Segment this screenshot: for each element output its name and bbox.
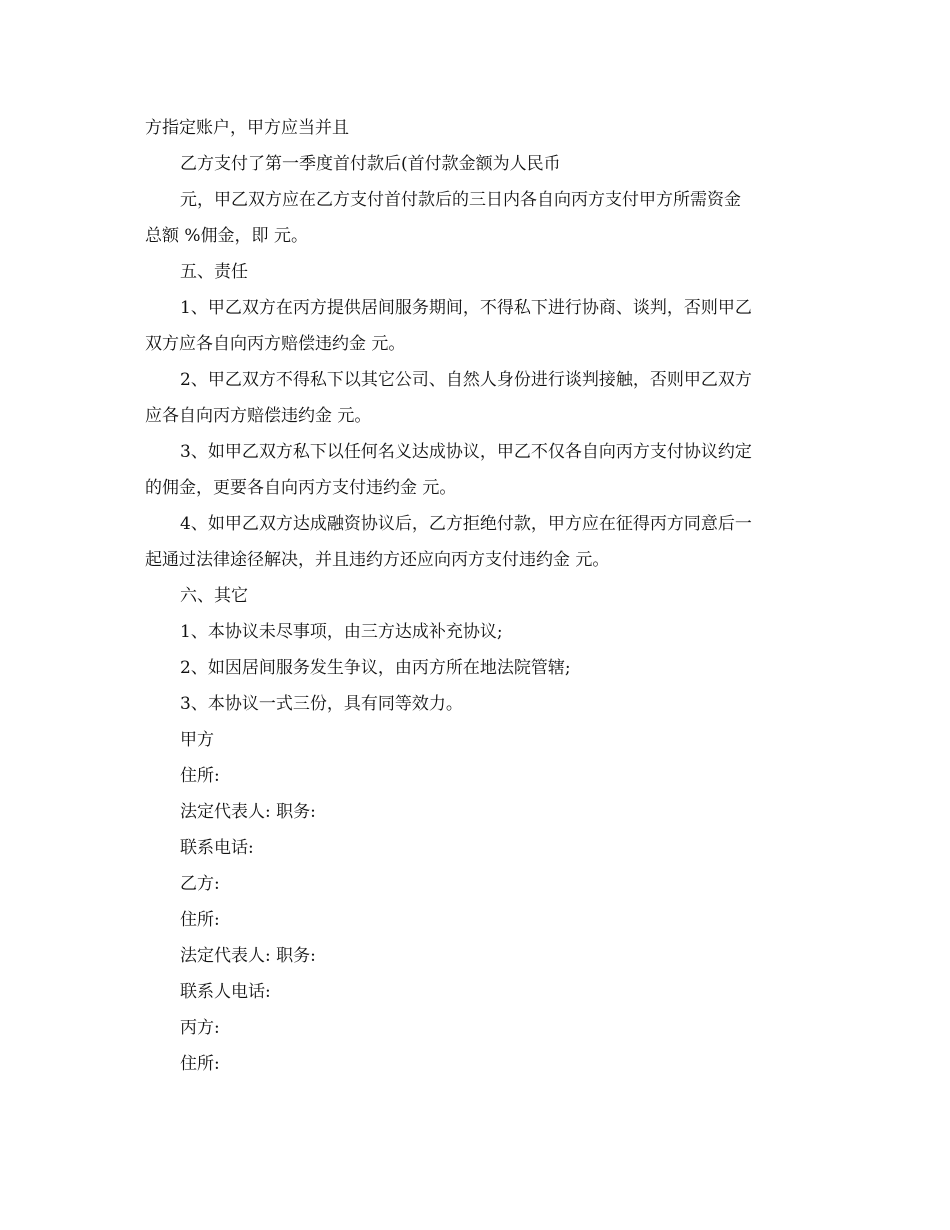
paragraph-line: 应各自向丙方赔偿违约金 元。	[145, 406, 372, 426]
paragraph-line: 的佣金，更要各自向丙方支付违约金 元。	[145, 478, 457, 498]
signature-field-label: 住所:	[180, 766, 220, 786]
paragraph-line: 1、甲乙双方在丙方提供居间服务期间，不得私下进行协商、谈判，否则甲乙	[180, 298, 752, 318]
signature-party-label: 丙方:	[180, 1018, 220, 1038]
paragraph-line: 1、本协议未尽事项，由三方达成补充协议;	[180, 622, 503, 642]
section-heading: 五、责任	[180, 262, 248, 282]
paragraph-line: 3、本协议一式三份，具有同等效力。	[180, 694, 463, 714]
signature-field-label: 法定代表人: 职务:	[180, 802, 316, 822]
paragraph-line: 元，甲乙双方应在乙方支付首付款后的三日内各自向丙方支付甲方所需资金	[180, 190, 741, 210]
signature-field-label: 联系电话:	[180, 838, 254, 858]
signature-party-label: 乙方:	[180, 874, 220, 894]
paragraph-line: 总额 %佣金，即 元。	[145, 226, 308, 246]
signature-field-label: 住所:	[180, 910, 220, 930]
paragraph-line: 2、甲乙双方不得私下以其它公司、自然人身份进行谈判接触，否则甲乙双方	[180, 370, 752, 390]
paragraph-line: 双方应各自向丙方赔偿违约金 元。	[145, 334, 406, 354]
signature-field-label: 住所:	[180, 1054, 220, 1074]
signature-party-label: 甲方	[180, 730, 214, 750]
paragraph-line: 4、如甲乙双方达成融资协议后，乙方拒绝付款，甲方应在征得丙方同意后一	[180, 514, 752, 534]
paragraph-line: 方指定账户，甲方应当并且	[145, 118, 349, 138]
paragraph-line: 2、如因居间服务发生争议，由丙方所在地法院管辖;	[180, 658, 571, 678]
signature-field-label: 联系人电话:	[180, 982, 271, 1002]
signature-field-label: 法定代表人: 职务:	[180, 946, 316, 966]
section-heading: 六、其它	[180, 586, 248, 606]
paragraph-line: 起通过法律途径解决，并且违约方还应向丙方支付违约金 元。	[145, 550, 610, 570]
paragraph-line: 乙方支付了第一季度首付款后(首付款金额为人民币	[180, 154, 561, 174]
paragraph-line: 3、如甲乙双方私下以任何名义达成协议，甲乙不仅各自向丙方支付协议约定	[180, 442, 752, 462]
